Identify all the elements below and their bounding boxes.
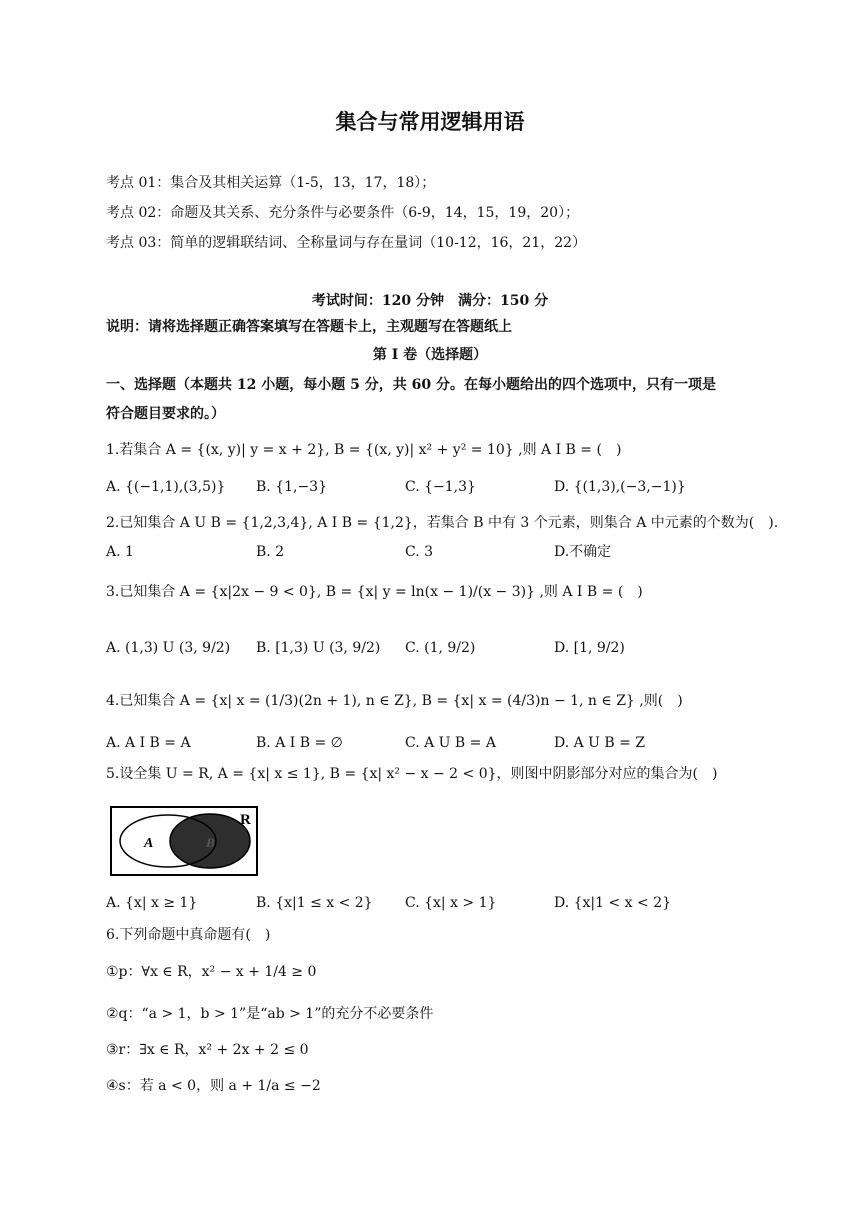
venn-label-a: A [144,836,154,851]
question-5-stem: 5.设全集 U = R, A = {x| x ≤ 1}, B = {x| x² − x − 2 < 0}，则图中阴影部分对应的集合为( ) [106,766,718,782]
kaodian-2: 考点 02：命题及其关系、充分条件与必要条件（6-9，14，15，19，20）； [106,205,580,221]
question-3-option-a: A. (1,3) U (3, 9/2) [106,640,231,656]
proposition-2: ②q：“a > 1，b > 1”是“ab > 1”的充分不必要条件 [106,1006,434,1022]
question-3-option-b: B. [1,3) U (3, 9/2) [256,640,381,656]
question-1-option-d: D. {(1,3),(−3,−1)} [554,479,686,495]
question-5-option-a: A. {x| x ≥ 1} [106,895,198,911]
venn-diagram [110,806,258,876]
question-2-option-b: B. 2 [256,544,285,560]
section-intro-1: 一、选择题（本题共 12 小题，每小题 5 分，共 60 分。在每小题给出的四个选项中，只有一项是 [106,377,716,393]
question-2-option-a: A. 1 [106,544,134,560]
venn-label-b: B [206,835,215,850]
question-3-stem: 3.已知集合 A = {x|2x − 9 < 0}, B = {x| y = ln(x − 1)/(x − 3)} ,则 A I B = ( ) [106,584,643,600]
question-1-option-c: C. {−1,3} [405,479,476,495]
question-1-option-a: A. {(−1,1),(3,5)} [106,479,226,495]
venn-label-r: R [240,812,251,828]
question-1-option-b: B. {1,−3} [256,479,327,495]
question-5-option-b: B. {x|1 ≤ x < 2} [256,895,373,911]
question-1-stem: 1.若集合 A = {(x, y)| y = x + 2}, B = {(x, y)| x² + y² = 10} ,则 A I B = ( ) [106,442,622,458]
question-3-option-c: C. (1, 9/2) [405,640,476,656]
question-6-stem: 6.下列命题中真命题有( ) [106,927,271,943]
instruction-note: 说明：请将选择题正确答案填写在答题卡上，主观题写在答题纸上 [106,319,512,335]
proposition-3: ③r：∃x ∈ R，x² + 2x + 2 ≤ 0 [106,1042,309,1058]
question-3-option-d: D. [1, 9/2) [554,640,625,656]
exam-info: 考试时间：120 分钟 满分：150 分 [311,293,549,309]
question-4-option-a: A. A I B = A [106,735,191,751]
section-title: 第 I 卷（选择题） [372,347,488,363]
page-title: 集合与常用逻辑用语 [335,109,525,134]
question-2-option-d: D.不确定 [554,544,612,560]
question-2-option-c: C. 3 [405,544,434,560]
question-2-stem: 2.已知集合 A U B = {1,2,3,4}, A I B = {1,2}，若集合 B 中有 3 个元素，则集合 A 中元素的个数为( ). [106,515,779,531]
question-5-option-c: C. {x| x > 1} [405,895,497,911]
proposition-4: ④s：若 a < 0，则 a + 1/a ≤ −2 [106,1078,321,1094]
question-4-stem: 4.已知集合 A = {x| x = (1/3)(2n + 1), n ∈ Z}, B = {x| x = (4/3)n − 1, n ∈ Z} ,则( ) [106,693,683,709]
question-4-option-b: B. A I B = ∅ [256,735,343,751]
section-intro-2: 符合题目要求的。） [106,406,225,422]
question-4-option-d: D. A U B = Z [554,735,646,751]
kaodian-1: 考点 01：集合及其相关运算（1-5，13，17，18）； [106,175,436,191]
proposition-1: ①p：∀x ∈ R，x² − x + 1/4 ≥ 0 [106,964,317,980]
question-5-option-d: D. {x|1 < x < 2} [554,895,672,911]
question-4-option-c: C. A U B = A [405,735,496,751]
kaodian-3: 考点 03：简单的逻辑联结词、全称量词与存在量词（10-12，16，21，22） [106,235,587,251]
